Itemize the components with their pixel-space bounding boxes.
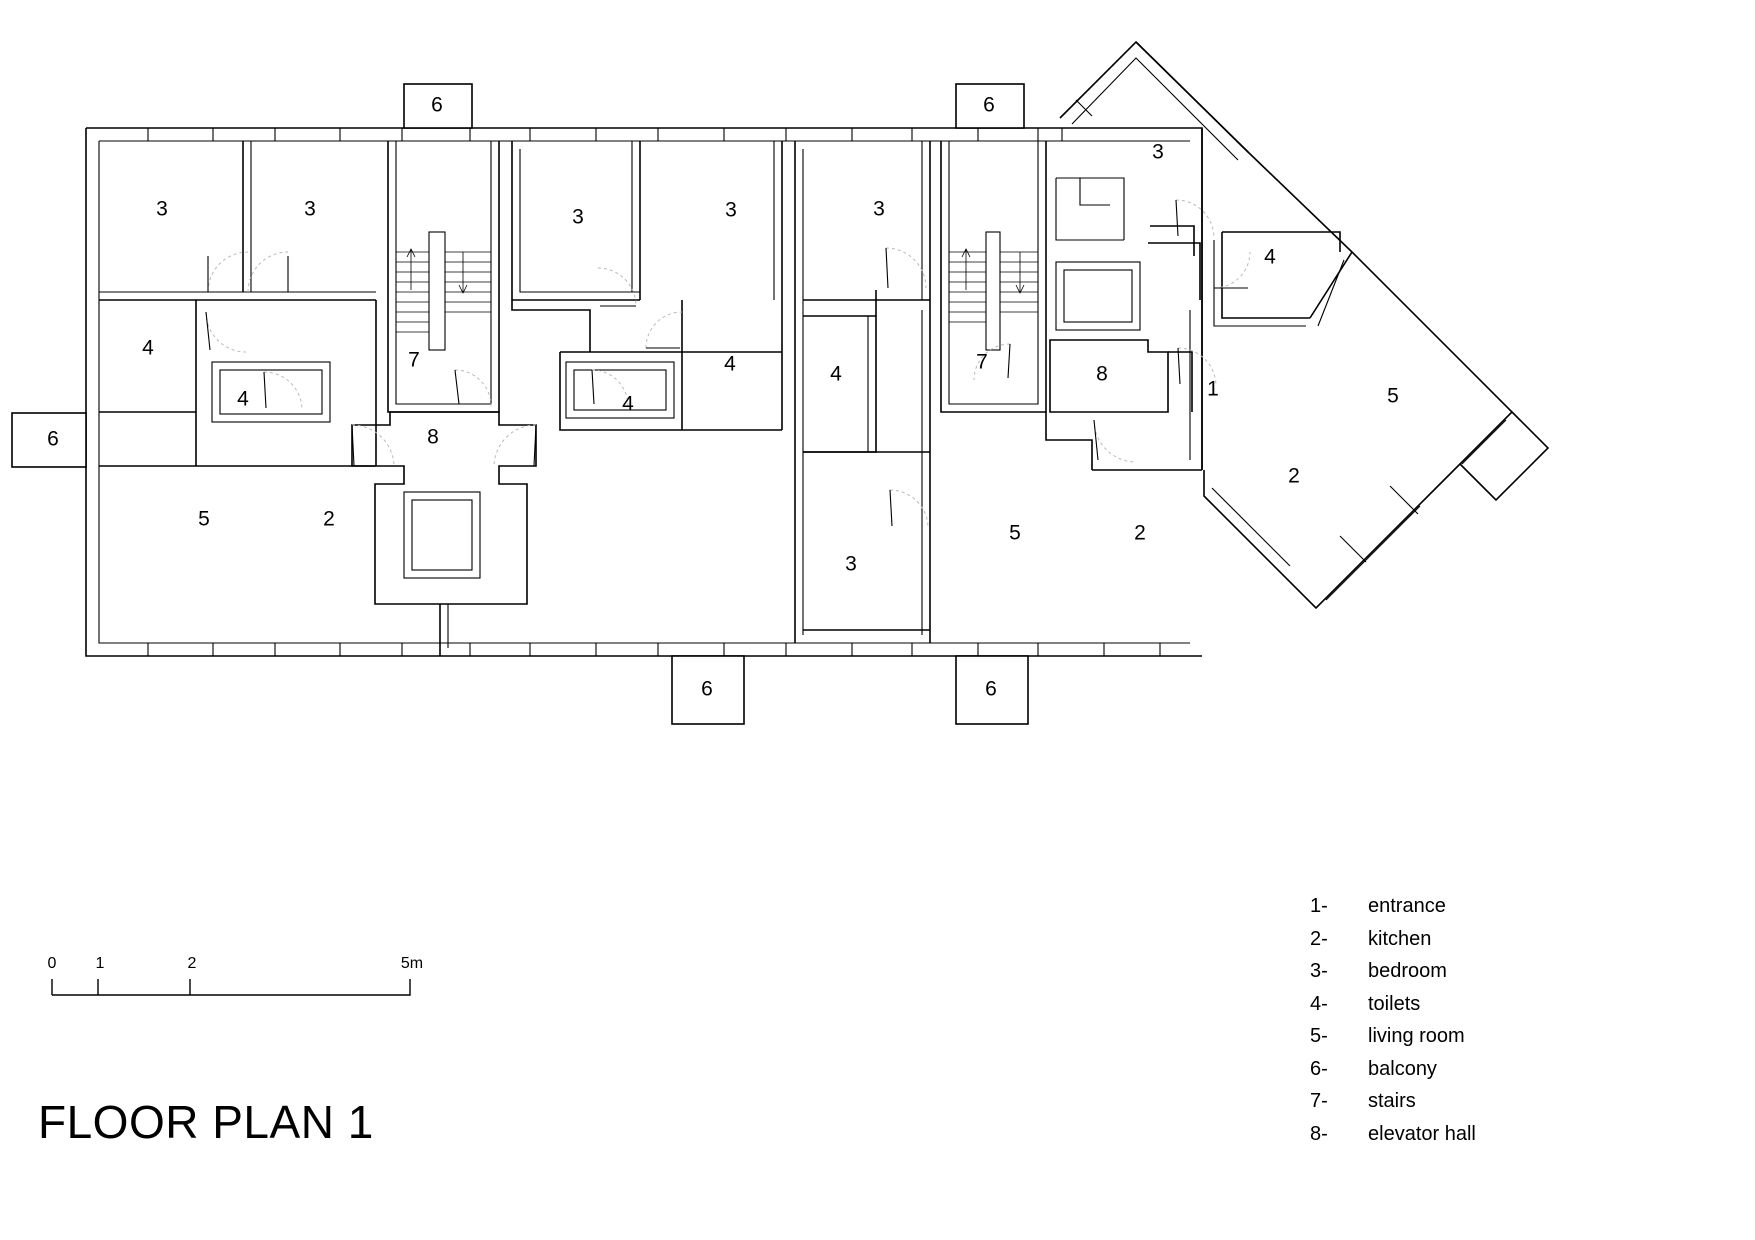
room-number-3: 3 [304,197,316,221]
legend-key: 1- [1310,895,1328,917]
room-number-6: 6 [983,93,995,117]
scale-tick-label: 1 [95,955,105,972]
room-number-6: 6 [47,427,59,451]
room-number-2: 2 [1288,464,1300,488]
legend-row [1310,1085,1476,1118]
room-number-3: 3 [873,197,885,221]
legend-key: 3- [1310,960,1328,982]
legend-label: bedroom [1368,960,1447,982]
room-number-4: 4 [830,362,842,386]
room-number-2: 2 [1134,521,1146,545]
room-number-2: 2 [323,507,335,531]
room-number-8: 8 [1096,362,1108,386]
page-title: FLOOR PLAN 1 [38,1096,374,1148]
elevator-hall-left [352,412,536,656]
room-number-4: 4 [724,352,736,376]
stair-core-right [941,141,1046,412]
legend-key: 6- [1310,1057,1328,1080]
legend-row [1310,955,1476,988]
room-number-3: 3 [1152,140,1164,164]
legend-key: 8- [1310,1122,1328,1145]
room-number-4: 4 [237,387,249,411]
room-number-4: 4 [142,336,154,360]
room-number-8: 8 [427,425,439,449]
legend-row [1310,1053,1476,1086]
unit-b-partitions [512,141,782,430]
unit-c-partitions [795,141,930,643]
legend-row [1310,1020,1476,1053]
elevator-hall-right [1046,178,1202,470]
room-number-3: 3 [725,198,737,222]
scale-tick-label: 2 [187,955,197,972]
room-number-7: 7 [408,348,420,372]
scale-tick-label: 5m [400,955,424,972]
room-number-6: 6 [701,677,713,701]
legend [1310,890,1476,1150]
scale-tick-label: 0 [47,955,57,972]
room-number-7: 7 [976,350,988,374]
scale-bar [47,955,460,1005]
room-number-3: 3 [845,552,857,576]
legend-key: 2- [1310,927,1328,950]
legend-key: 7- [1310,1090,1328,1112]
legend-row [1310,988,1476,1021]
legend-row [1310,1118,1476,1151]
legend-label: entrance [1368,895,1446,917]
legend-label: stairs [1368,1090,1416,1112]
room-number-5: 5 [1387,384,1399,408]
unit-a-partitions [99,141,376,466]
legend-label: balcony [1368,1057,1437,1080]
room-number-1: 1 [1207,377,1219,401]
legend-label: living room [1368,1025,1465,1047]
legend-row [1310,890,1476,923]
room-number-3: 3 [572,205,584,229]
legend-row [1310,923,1476,956]
room-number-3: 3 [156,197,168,221]
room-number-4: 4 [622,392,634,416]
room-number-labels [47,94,1399,701]
room-number-4: 4 [1264,245,1276,269]
scale-bar-graphic [50,975,460,1001]
room-number-6: 6 [985,677,997,701]
legend-key: 5- [1310,1025,1328,1047]
room-number-6: 6 [431,93,443,117]
legend-label: elevator hall [1368,1122,1476,1145]
legend-label: kitchen [1368,927,1432,950]
legend-key: 4- [1310,992,1328,1015]
stair-core-left [388,141,499,412]
legend-label: toilets [1368,992,1421,1015]
room-number-5: 5 [1009,521,1021,545]
room-number-5: 5 [198,507,210,531]
building-outline [86,128,1202,656]
